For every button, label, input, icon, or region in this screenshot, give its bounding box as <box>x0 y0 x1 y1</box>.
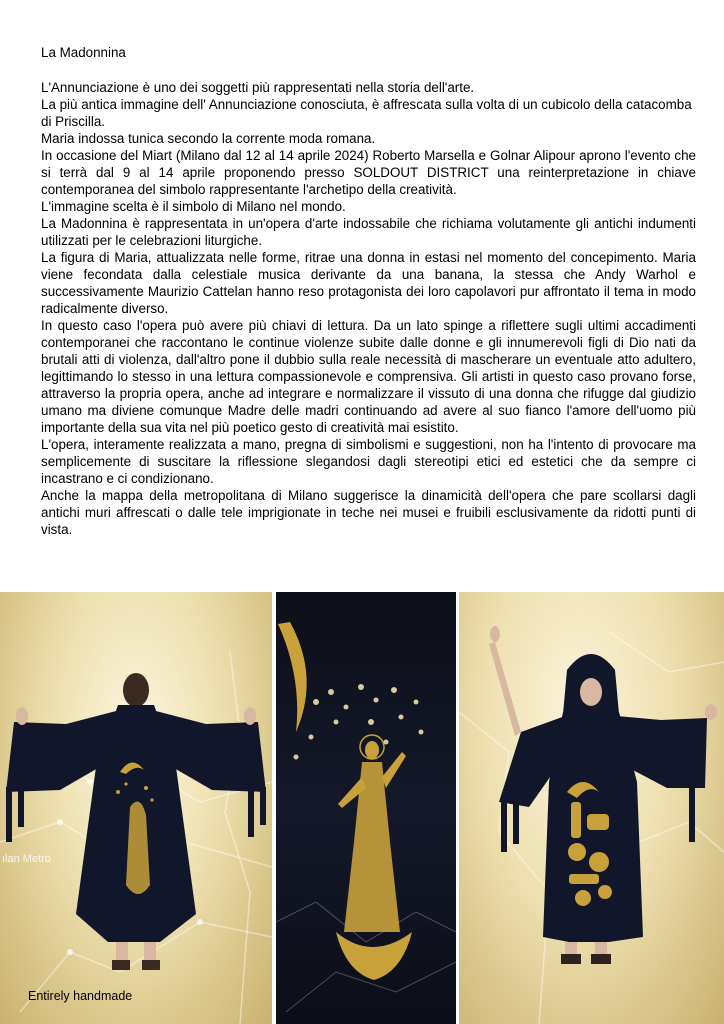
paragraph-4: In occasione del Miart (Milano dal 12 al 14 aprile 2024) Roberto Marsella e Golnar Alipour aprono l'evento che si terrà dal 9 al 14 aprile proponendo presso SOLDOUT DISTRICT una reinterpretazione in chiave contemporanea del simbolo rappresentante l'archetipo della creatività. <box>41 148 696 197</box>
body-text <box>41 79 696 538</box>
photo-robe-detail <box>276 592 456 1024</box>
back-view-illustration <box>0 592 272 1024</box>
paragraph-8: In questo caso l'opera può avere più chiavi di lettura. Da un lato spinge a riflettere sugli ultimi accadimenti contemporanei che raccontano le continue violenze subite dalle donne e gli innumerevoli figli di Dio nati da brutali atti di violenza, dall'altro pone il dubbio sulla reale necessità di mascherare un eventuale atto adultero, legittimando lo stesso in una lettura compassionevole e comprensiva. Gli artisti in questo caso provano forse, attraverso la propria opera, anche ad integrare e normalizzare il vissuto di una donna che rifugge dal giudizio umano ma diviene comunque Madre delle madri continuando ad avere al suo fianco l'amore dell'uomo più importante della sua vita nel più poetico gesto di creatività mai esistito. <box>41 318 696 435</box>
photo-back-view <box>0 592 272 1024</box>
robe-detail-illustration <box>276 592 456 1024</box>
paragraph-7: La figura di Maria, attualizzata nelle forme, ritrae una donna in estasi nel momento del concepimento. Maria viene fecondata dalla celestiale musica derivante da una banana, la stessa che Andy Warhol e successivamente Maurizio Cattelan hanno reso protagonista dei loro capolavori pur affrontato il tema in modo radicalmente diverso. <box>41 250 696 316</box>
paragraph-2: La più antica immagine dell' Annunciazione conosciuta, è affrescata sulla volta di un cubicolo della catacomba di Priscilla. <box>41 97 692 129</box>
photo-strip <box>0 592 724 1024</box>
photo-front-view <box>459 592 724 1024</box>
front-view-illustration <box>459 592 724 1024</box>
paragraph-3: Maria indossa tunica secondo la corrente moda romana. <box>41 131 376 146</box>
document-title: La Madonnina <box>41 45 126 60</box>
paragraph-10: Anche la mappa della metropolitana di Milano suggerisce la dinamicità dell'opera che pare scollarsi dagli antichi muri affrescati o dalle tele imprigionate in teche nei musei e fruibili esclusivamente da ridotti punti di vista. <box>41 488 696 537</box>
metro-map-label: ılan Metro <box>2 853 51 865</box>
paragraph-6: La Madonnina è rappresentata in un'opera d'arte indossabile che richiama volutamente gli antichi indumenti utilizzati per le celebrazioni liturgiche. <box>41 216 696 248</box>
banana-moon-shape <box>278 622 307 732</box>
paragraph-1: L'Annunciazione è uno dei soggetti più rappresentati nella storia dell'arte. <box>41 80 475 95</box>
madonna-figure <box>336 735 412 980</box>
music-notes <box>294 684 424 760</box>
paragraph-5: L'immagine scelta è il simbolo di Milano nel mondo. <box>41 199 346 214</box>
paragraph-9: L'opera, interamente realizzata a mano, pregna di simbolismi e suggestioni, non ha l'intento di provocare ma semplicemente di suscitare la riflessione slegandosi dagli stereotipi etici ed estetici che da sempre ci incastrano e ci condizionano. <box>41 437 696 486</box>
photo-caption: Entirely handmade <box>28 989 133 1003</box>
